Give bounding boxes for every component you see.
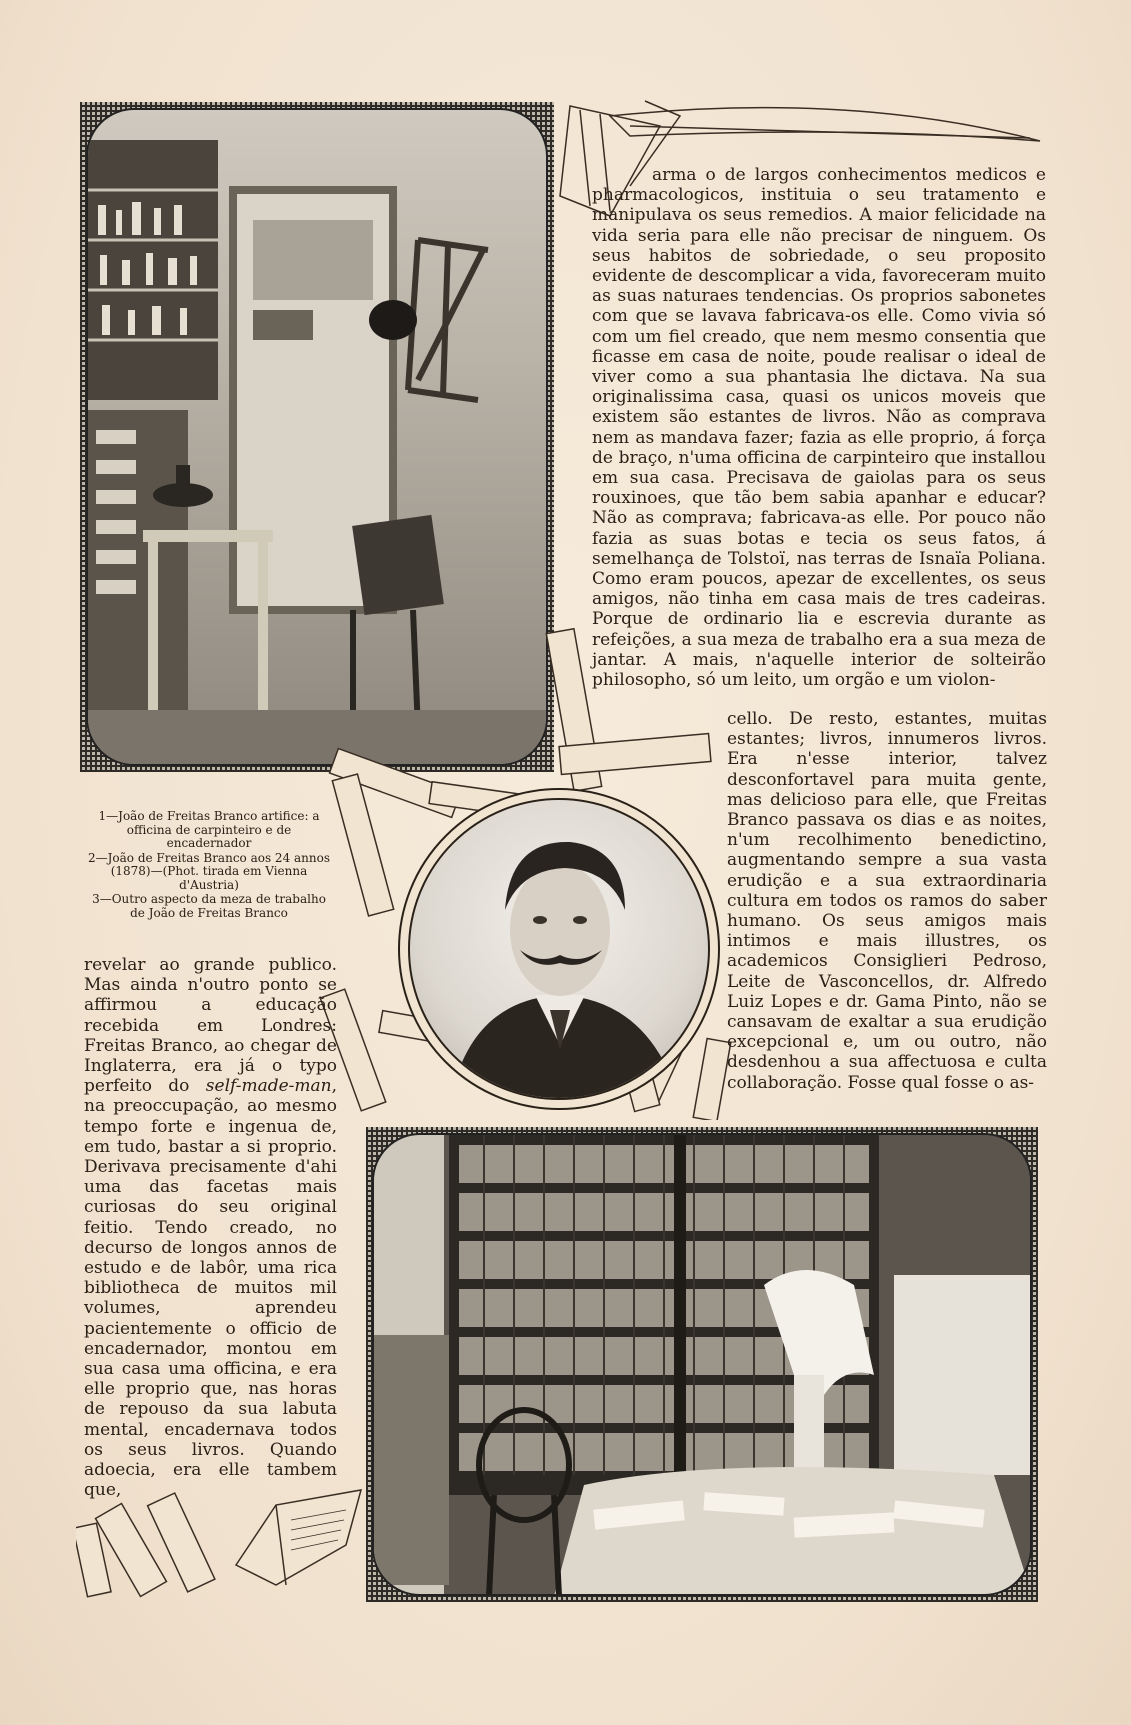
- right-column-text-bottom-content: cello. De resto, estantes, muitas estantes; livros, innumeros livros. Era n'esse interior, talvez desconfortavel para muita gente, mas delicioso para elle, que Freitas Branco passava os dias e as noites, n'um recolhimento benedictino, augmentando sempre a sua vasta erudição e a sua extraordinaria cultura em todos os ramos do saber humano. Os seus amigos mais intimos e mais illustres, os academicos Consiglieri Pedroso, Leite de Vasconcellos, dr. Alfredo Luiz Lopes e dr. Gama Pinto, não se cansavam de exaltar a sua erudição excepcional e, um ou outro, não desdenhou a sua affectuosa e culta collaboração. Fosse qual fosse o as-: [727, 709, 1047, 1093]
- library-photo: [366, 1127, 1038, 1602]
- library-illustration: [374, 1135, 1032, 1596]
- left-text-italic: self-made-man: [205, 1076, 332, 1097]
- left-text-pre: revelar ao grande publico. Mas ainda n'outro ponto se affirmou a educação recebida em Londres: Freitas Branco, ao chegar de Inglaterra, era já o typo perfeito do: [84, 955, 337, 1097]
- portrait-illustration: [410, 800, 710, 1100]
- left-column-text: [84, 955, 337, 1500]
- right-column-text-bottom: [727, 709, 1047, 1093]
- caption-2: 2—João de Freitas Branco aos 24 annos (1878)—(Phot. tirada em Vienna d'Austria): [87, 850, 331, 892]
- photo-captions: [84, 810, 334, 920]
- caption-1: 1—João de Freitas Branco artifice: a officina de carpinteiro e de encadernador: [98, 809, 320, 850]
- left-text-post: , na preoccupação, ao mesmo tempo forte e ingenua de, em tudo, bastar a si proprio. Derivava precisamente d'ahi uma das facetas mais curiosas do seu original feitio. Tendo creado, no decurso de longos annos de estudo e de labôr, uma rica bibliotheca de muitos mil volumes, aprendeu pacientemente o officio de encadernador, montou em sua casa uma officina, e era elle proprio que, nas horas de repouso da sua labuta mental, encadernava todos os seus livros. Quando adoecia, era elle tambem que,: [84, 1076, 338, 1501]
- right-column-text-top: arma o de largos conhecimentos medicos e pharmacologicos, instituia o seu tratamento e manipulava os seus remedios. A maior felicidade na vida seria para elle não precisar de ninguem. Os seus habitos de sobriedade, o seu proposito evidente de descomplicar a vida, favoreceram muito as suas naturaes tendencias. Os proprios sabonetes com que se lavava fabricava-os elle. Como vivia só com um fiel creado, que nem mesmo consentia que ficasse em casa de noite, poude realisar o ideal de viver como a sua phantasia lhe dictava. Na sua originalissima casa, quasi os unicos moveis que existem são estantes de livros. Não as comprava nem as mandava fazer; fazia as elle proprio, á força de braço, n'uma officina de carpinteiro que installou em sua casa. Precisava de gaiolas para os seus rouxinoes, que tão bem sabia apanhar e educar? Não as comprava; fabricava-as elle. Por pouco não fazia as suas botas e tecia os seus fatos, á semelhança de Tolstoï, nas terras de Isnaïa Poliana. Como eram poucos, apezar de excellentes, os seus amigos, não tinha em casa mais de tres cadeiras. Porque de ordinario lia e escrevia durante as refeições, a sua meza de trabalho era a sua meza de jantar. A mais, n'aquelle interior de solteirão philosopho, só um leito, um orgão e um violon-: [592, 165, 1046, 691]
- caption-3: 3—Outro aspecto da meza de trabalho de João de Freitas Branco: [92, 892, 326, 920]
- portrait-medallion: [398, 788, 720, 1110]
- bottom-books-decoration: [76, 1485, 368, 1600]
